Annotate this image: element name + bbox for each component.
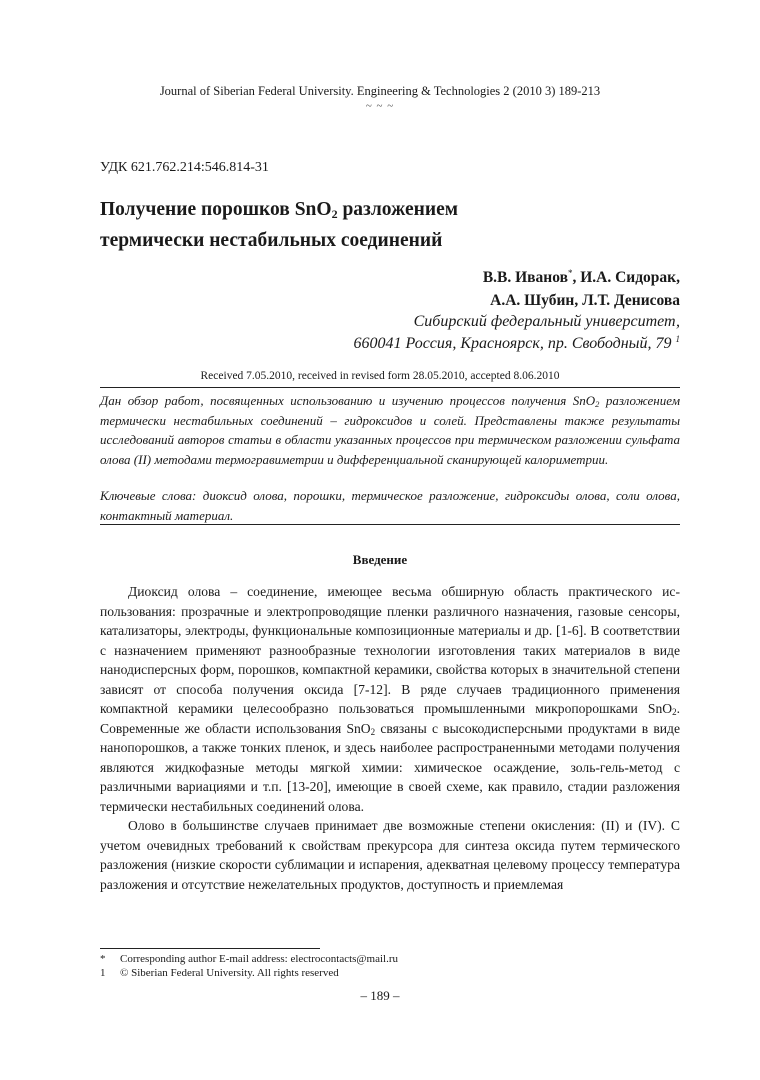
udk-code: УДК 621.762.214:546.814-31 [100,160,269,175]
body-text [100,582,680,894]
footnote-1: * Corresponding author E-mail address: electrocontacts@mail.ru [100,953,399,965]
authors [483,266,680,312]
footnote-2: 1 © Siberian Federal University. All rights reserved [100,967,339,979]
footnote-rule [100,948,320,949]
page-number: – 189 – [360,988,400,1003]
title-line-2: термически нестабильных соединений [100,230,443,251]
affiliation: Сибирский федеральный университет, 660041 Россия, Красноярск, пр. Свободный, 79 $^1$ [353,313,680,352]
journal-header: Journal of Siberian Federal University. Engineering & Technologies 2 (2010 3) 189-213 [159,84,601,98]
received-dates: Received 7.05.2010, received in revised form 28.05.2010, accepted 8.06.2010 [200,370,560,382]
corresponding-author-mark: * [567,268,573,278]
abstract-top-rule [100,387,680,388]
abstract-bottom-rule [100,524,680,525]
section-title: Введение [352,552,408,567]
article-title [100,194,680,256]
authors-line-1: В.В. Иванов*, И.А. Сидорак, [482,268,680,286]
authors-line-2: А.А. Шубин, Л.Т. Денисова [490,292,680,309]
paragraph-2: Олово в большинстве случаев принимает две возможные степени окисления: (II) и (IV). С учетом очевидных требований к свойствам прекурсора для синтеза оксида путем термического разложения (низкие скорости сублимации и испарения, адекватная целевому процессу температура разложения и отсутствие нежелательных продуктов, доступность и приемлемая [100,818,680,892]
header-ornament: ~ ~ ~ [365,100,395,112]
keywords: Ключевые слова: диоксид олова, порошки, термическое разложение, гидроксиды олова, соли олова, контактный материал. [100,488,680,523]
paragraph-1: Диоксид олова – соединение, имеющее весьма обширную область практического использования: прозрачные и электропроводящие пленки различного назначения, газовые сенсоры, катализаторы, электроды, функциональные композиционные материалы и др. [1-6]. В соответствии с назначением применяют разнообразные технологии изготовления таких материалов в виде нанодисперсных форм, порошков, компактной керамики, свойства которых в значительной степени зависят от способа получения оксида [7-12]. В ряде случаев традиционного применения компактной керамики целесообразно пользоваться промышленными микропорошками SnO$_2$. Современные же области использования SnO$_2$ связаны с высокодисперсными продуктами в виде нанопорошков, а также тонких пленок, и здесь наиболее распространенными методами получения являются жидкофазные методы мягкой химии: химическое осаждение, золь-гель-метод с различными вариациями и т.п. [13-20], имеющие в своей схеме, как правило, стадии разложения термически нестабильных соединений олова. [100,584,680,814]
abstract: Дан обзор работ, посвященных использованию и изучению процессов получения SnO$_2$ разложением термически нестабильных соединений – гидроксидов и солей. Представлены также результаты исследований авторов статьи в области указанных процессов при термическом разложении сульфата олова (II) методами термогравиметрии и дифференциальной сканирующей калориметрии. [100,393,681,467]
title-line-1: Получение порошков SnO$_2$ разложением [100,199,459,221]
